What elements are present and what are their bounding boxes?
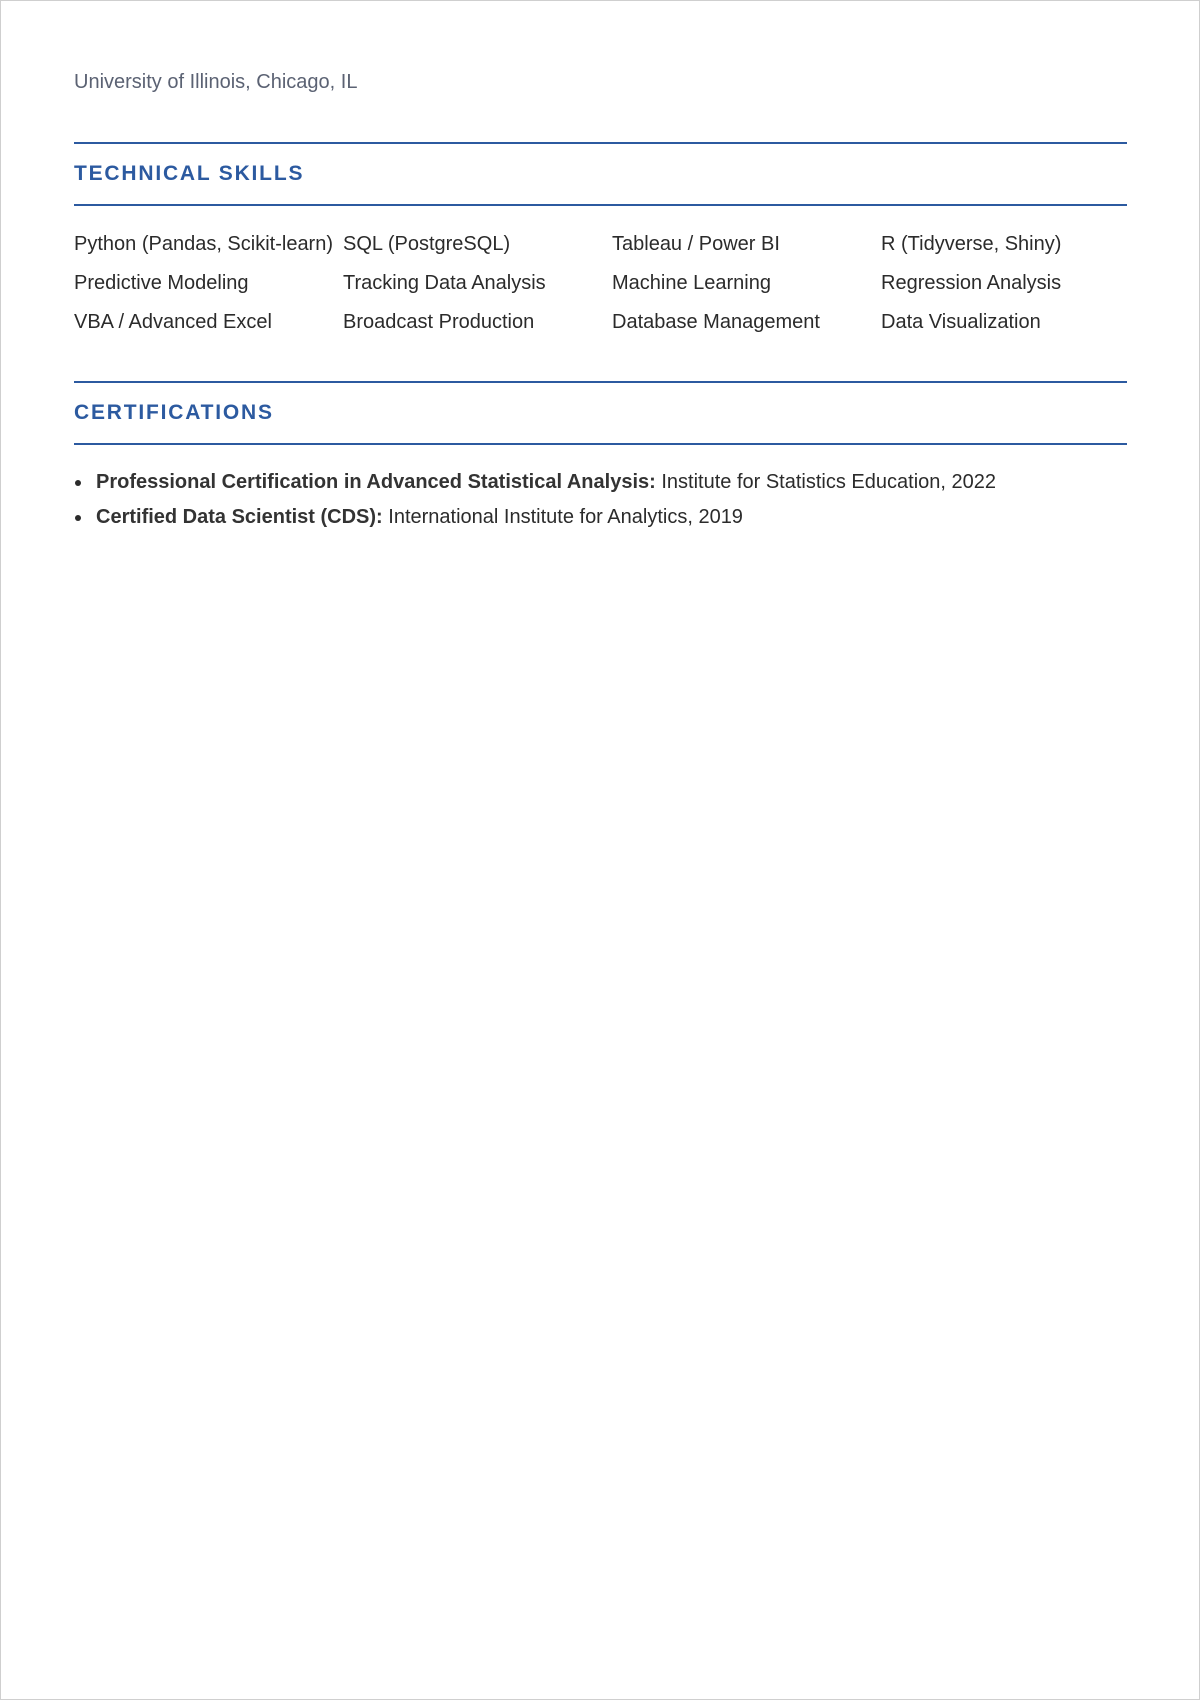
skill-item: VBA / Advanced Excel: [74, 311, 272, 333]
skill-item: Broadcast Production: [343, 311, 535, 333]
skill-item: Tracking Data Analysis: [343, 272, 546, 294]
section-rule-top: [74, 381, 1127, 383]
certification-detail: International Institute for Analytics, 2019: [382, 506, 743, 528]
skill-item: Python (Pandas, Scikit-learn): [74, 233, 334, 255]
section-rule-top: [74, 142, 1127, 144]
skills-grid: [74, 230, 1127, 336]
skill-item: Machine Learning: [612, 272, 771, 294]
skill-item: Predictive Modeling: [74, 272, 249, 294]
certification-name: Certified Data Scientist (CDS):: [96, 506, 383, 528]
certifications-list: [74, 468, 1127, 538]
bullet-icon: [75, 515, 81, 521]
section-rule-bottom: [74, 443, 1127, 445]
certification-name: Professional Certification in Advanced Statistical Analysis:: [96, 471, 656, 493]
technical-skills-heading: TECHNICAL SKILLS: [74, 162, 305, 185]
skill-item: Database Management: [612, 311, 820, 333]
skill-item: R (Tidyverse, Shiny): [881, 233, 1062, 255]
bullet-icon: [75, 480, 81, 486]
skill-item: SQL (PostgreSQL): [343, 233, 511, 255]
skill-item: Data Visualization: [881, 311, 1041, 333]
certification-item: [74, 468, 1127, 496]
skill-item: Tableau / Power BI: [612, 233, 780, 255]
section-rule-bottom: [74, 204, 1127, 206]
education-location: University of Illinois, Chicago, IL: [74, 71, 358, 93]
certification-item: [74, 503, 1127, 531]
skill-item: Regression Analysis: [881, 272, 1062, 294]
certifications-heading: CERTIFICATIONS: [74, 401, 274, 424]
certification-detail: Institute for Statistics Education, 2022: [655, 471, 996, 493]
